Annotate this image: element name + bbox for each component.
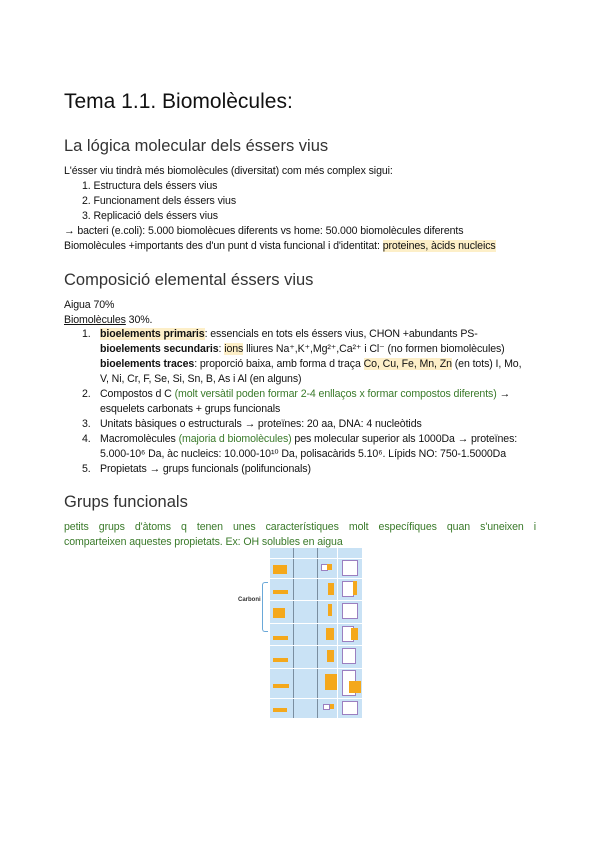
list-num: 4. <box>82 433 91 445</box>
underlined: Biomolècules <box>64 314 126 326</box>
list-num: 3. <box>82 418 91 430</box>
list-num: 5. <box>82 463 91 475</box>
bacteria-line: → bacteri (e.coli): 5.000 biomolècues diferents vs home: 50.000 biomolècules diferents <box>64 225 464 237</box>
list-item: Unitats bàsiques o estructurals → proteïnes: 20 aa, DNA: 4 nucleòtids <box>100 418 422 430</box>
list-item: V, Ni, Cr, F, Se, Si, Sn, B, As i Al (en alguns) <box>100 373 302 385</box>
page-title: Tema 1.1. Biomolècules: <box>64 90 293 113</box>
functional-groups-table-image <box>270 548 362 718</box>
aigua-text: Aigua 70% <box>64 299 115 311</box>
biomol-text <box>64 313 152 328</box>
list-item: 1. Estructura dels éssers vius <box>82 180 218 192</box>
green-text: (majoria d biomolècules) <box>178 433 292 445</box>
green-text: (molt versàtil poden formar 2-4 enllaços x formar compostos diferents) <box>174 388 497 400</box>
list-num: 1. <box>82 328 91 340</box>
list-item <box>100 357 521 372</box>
section-heading-logica: La lógica molecular dels éssers vius <box>64 137 329 155</box>
list-item: Propietats → grups funcionals (polifuncionals) <box>100 463 311 475</box>
list-item: 2. Funcionament dels éssers vius <box>82 195 237 207</box>
text: (en tots) I, Mo, <box>451 358 522 370</box>
highlight: Co, Cu, Fe, Mn, Zn <box>363 358 452 370</box>
bold: bioelements primaris <box>100 328 205 340</box>
figure-label-carboni: Carboni <box>238 597 261 603</box>
section-heading-composicio: Composició elemental éssers vius <box>64 271 314 289</box>
list-item: 5.000-10⁶ Da, àc nucleics: 10.000-10¹⁰ Da, polisacàrids 5.10⁶. Lípids NO: 750-1.5000Da <box>100 448 506 460</box>
intro-text: L'ésser viu tindrà més biomolècules (diversitat) com més complex sigui: <box>64 165 393 177</box>
list-item <box>100 387 510 402</box>
text: lliures Na⁺,K⁺,Mg²⁺,Ca²⁺ i Cl⁻ (no formen biomolècules) <box>243 343 505 355</box>
text: 30%. <box>125 314 153 326</box>
text: Compostos d C <box>100 388 175 400</box>
list-item <box>100 327 478 342</box>
text: pes molecular superior als 1000Da → proteïnes: <box>291 433 518 445</box>
bold: bioelements secundaris <box>100 343 219 355</box>
text: : essencials en tots els éssers vius, CHON +abundants PS- <box>204 328 478 340</box>
highlight: proteines, àcids nucleics <box>382 240 496 252</box>
list-num: 2. <box>82 388 91 400</box>
text: → <box>496 388 511 400</box>
grups-text-2: comparteixen aquestes propietats. Ex: OH solubles en aigua <box>64 536 343 548</box>
text: : <box>218 343 225 355</box>
list-item <box>100 432 517 447</box>
bold: bioelements traces <box>100 358 195 370</box>
list-item <box>100 342 505 357</box>
text: : proporció baixa, amb forma d traça <box>194 358 364 370</box>
text: Biomolècules +importants des d'un punt d vista funcional i d'identitat: <box>64 240 383 252</box>
section-heading-grups: Grups funcionals <box>64 493 188 511</box>
grups-text-1: petits grups d'àtoms q tenen unes característiques molt específiques quan s'uneixen i <box>64 521 536 533</box>
list-item: esquelets carbonats + grups funcionals <box>100 403 281 415</box>
list-item: 3. Replicació dels éssers vius <box>82 210 218 222</box>
highlight: ions <box>224 343 244 355</box>
bracket <box>262 582 268 632</box>
text: Macromolècules <box>100 433 179 445</box>
important-line <box>64 239 496 254</box>
